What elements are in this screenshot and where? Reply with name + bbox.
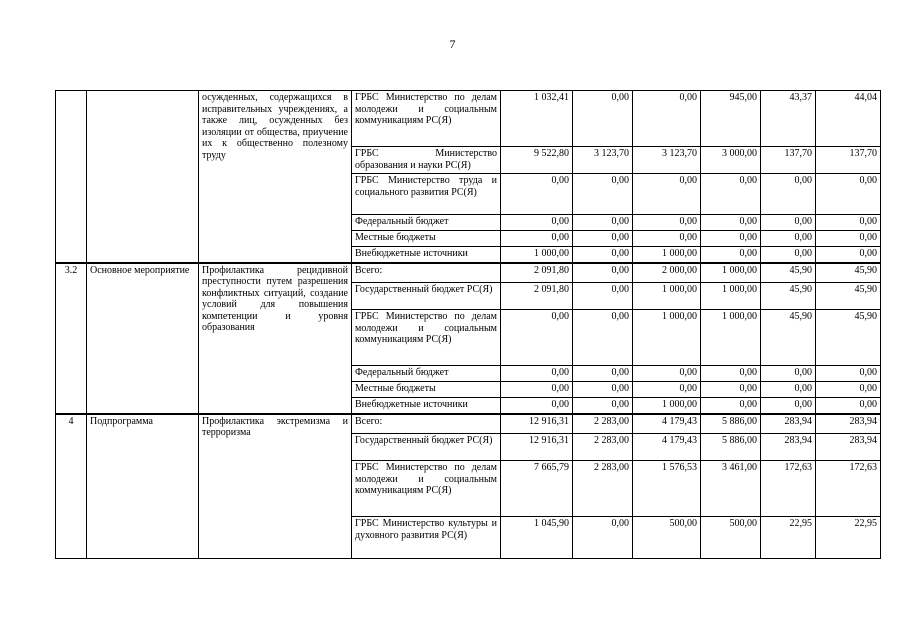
amount-cell: 283,94 (761, 434, 816, 461)
amount-cell: 0,00 (573, 247, 633, 263)
table-row (56, 91, 881, 147)
amount-cell: 0,00 (501, 215, 573, 231)
amount-cell: 0,00 (501, 382, 573, 398)
amount-cell: 1 000,00 (701, 310, 761, 366)
amount-cell: 0,00 (701, 174, 761, 215)
amount-cell: 0,00 (573, 310, 633, 366)
funding-source: Местные бюджеты (352, 231, 501, 247)
row-description: осужденных, содержащихся в исправительных учреждениях, а также лиц, осужденных без изоляции от общества, приучение их к общественно полезному труду (199, 91, 352, 263)
funding-source: Государственный бюджет РС(Я) (352, 283, 501, 310)
amount-cell: 0,00 (761, 382, 816, 398)
amount-cell: 3 000,00 (701, 147, 761, 174)
amount-cell: 1 032,41 (501, 91, 573, 147)
amount-cell: 0,00 (573, 366, 633, 382)
amount-cell: 0,00 (701, 398, 761, 414)
amount-cell: 2 283,00 (573, 414, 633, 434)
amount-cell: 0,00 (816, 398, 881, 414)
amount-cell: 12 916,31 (501, 434, 573, 461)
funding-source: Государственный бюджет РС(Я) (352, 434, 501, 461)
amount-cell: 0,00 (573, 215, 633, 231)
amount-cell: 0,00 (701, 215, 761, 231)
amount-cell: 0,00 (633, 231, 701, 247)
funding-source: Федеральный бюджет (352, 366, 501, 382)
amount-cell: 0,00 (816, 247, 881, 263)
amount-cell: 4 179,43 (633, 414, 701, 434)
amount-cell: 22,95 (761, 517, 816, 559)
amount-cell: 1 000,00 (701, 283, 761, 310)
amount-cell: 0,00 (633, 382, 701, 398)
row-type: Основное мероприятие (87, 263, 199, 414)
amount-cell: 0,00 (573, 283, 633, 310)
amount-cell: 1 000,00 (501, 247, 573, 263)
amount-cell: 0,00 (633, 174, 701, 215)
funding-source: Всего: (352, 263, 501, 283)
amount-cell: 45,90 (816, 283, 881, 310)
amount-cell: 1 000,00 (633, 310, 701, 366)
amount-cell: 0,00 (701, 382, 761, 398)
amount-cell: 12 916,31 (501, 414, 573, 434)
amount-cell: 0,00 (573, 231, 633, 247)
amount-cell: 0,00 (816, 174, 881, 215)
amount-cell: 500,00 (633, 517, 701, 559)
funding-source: Всего: (352, 414, 501, 434)
amount-cell: 2 000,00 (633, 263, 701, 283)
funding-source: ГРБС Министерство образования и науки РС(Я) (352, 147, 501, 174)
amount-cell: 0,00 (633, 91, 701, 147)
amount-cell: 945,00 (701, 91, 761, 147)
amount-cell: 0,00 (573, 263, 633, 283)
amount-cell: 0,00 (761, 174, 816, 215)
amount-cell: 45,90 (816, 310, 881, 366)
amount-cell: 3 123,70 (573, 147, 633, 174)
amount-cell: 500,00 (701, 517, 761, 559)
amount-cell: 2 283,00 (573, 434, 633, 461)
amount-cell: 45,90 (761, 263, 816, 283)
funding-source: ГРБС Министерство по делам молодежи и социальным коммуникациям РС(Я) (352, 310, 501, 366)
amount-cell: 1 000,00 (633, 247, 701, 263)
amount-cell: 0,00 (501, 398, 573, 414)
amount-cell: 172,63 (761, 461, 816, 517)
amount-cell: 1 576,53 (633, 461, 701, 517)
amount-cell: 0,00 (761, 215, 816, 231)
amount-cell: 45,90 (761, 283, 816, 310)
funding-source: Внебюджетные источники (352, 247, 501, 263)
amount-cell: 0,00 (816, 382, 881, 398)
amount-cell: 137,70 (816, 147, 881, 174)
amount-cell: 4 179,43 (633, 434, 701, 461)
amount-cell: 43,37 (761, 91, 816, 147)
row-number: 3.2 (56, 263, 87, 414)
amount-cell: 0,00 (701, 247, 761, 263)
row-type (87, 91, 199, 263)
amount-cell: 283,94 (816, 434, 881, 461)
amount-cell: 22,95 (816, 517, 881, 559)
funding-source: Местные бюджеты (352, 382, 501, 398)
amount-cell: 2 091,80 (501, 263, 573, 283)
amount-cell: 5 886,00 (701, 414, 761, 434)
amount-cell: 0,00 (701, 366, 761, 382)
amount-cell: 5 886,00 (701, 434, 761, 461)
funding-source: ГРБС Министерство по делам молодежи и социальным коммуникациям РС(Я) (352, 461, 501, 517)
amount-cell: 283,94 (761, 414, 816, 434)
amount-cell: 0,00 (573, 174, 633, 215)
funding-source: ГРБС Министерство культуры и духовного развития РС(Я) (352, 517, 501, 559)
amount-cell: 0,00 (573, 91, 633, 147)
amount-cell: 172,63 (816, 461, 881, 517)
amount-cell: 0,00 (501, 231, 573, 247)
amount-cell: 1 000,00 (701, 263, 761, 283)
amount-cell: 45,90 (816, 263, 881, 283)
amount-cell: 0,00 (501, 174, 573, 215)
amount-cell: 1 000,00 (633, 398, 701, 414)
funding-source: ГРБС Министерство по делам молодежи и социальным коммуникациям РС(Я) (352, 91, 501, 147)
amount-cell: 0,00 (633, 215, 701, 231)
amount-cell: 3 461,00 (701, 461, 761, 517)
amount-cell: 0,00 (701, 231, 761, 247)
amount-cell: 0,00 (761, 231, 816, 247)
amount-cell: 2 091,80 (501, 283, 573, 310)
page-number: 7 (449, 37, 456, 51)
row-description: Профилактика экстремизма и терроризма (199, 414, 352, 559)
amount-cell: 45,90 (761, 310, 816, 366)
table-row (56, 414, 881, 434)
amount-cell: 283,94 (816, 414, 881, 434)
funding-source: Внебюджетные источники (352, 398, 501, 414)
amount-cell: 0,00 (761, 398, 816, 414)
row-type: Подпрограмма (87, 414, 199, 559)
amount-cell: 1 045,90 (501, 517, 573, 559)
funding-source: ГРБС Министерство труда и социального развития РС(Я) (352, 174, 501, 215)
amount-cell: 0,00 (573, 517, 633, 559)
funding-source: Федеральный бюджет (352, 215, 501, 231)
amount-cell: 0,00 (501, 366, 573, 382)
amount-cell: 0,00 (573, 382, 633, 398)
row-description: Профилактика рецидивной преступности путем разрешения конфликтных ситуаций, создание условий для повышения компетенции и уровня образования (199, 263, 352, 414)
amount-cell: 0,00 (816, 215, 881, 231)
amount-cell: 0,00 (761, 247, 816, 263)
row-number: 4 (56, 414, 87, 559)
amount-cell: 137,70 (761, 147, 816, 174)
amount-cell: 2 283,00 (573, 461, 633, 517)
amount-cell: 0,00 (816, 231, 881, 247)
amount-cell: 44,04 (816, 91, 881, 147)
amount-cell: 0,00 (633, 366, 701, 382)
amount-cell: 9 522,80 (501, 147, 573, 174)
amount-cell: 0,00 (573, 398, 633, 414)
amount-cell: 3 123,70 (633, 147, 701, 174)
amount-cell: 1 000,00 (633, 283, 701, 310)
amount-cell: 0,00 (501, 310, 573, 366)
amount-cell: 0,00 (761, 366, 816, 382)
row-number (56, 91, 87, 263)
amount-cell: 0,00 (816, 366, 881, 382)
budget-table (55, 90, 881, 559)
amount-cell: 7 665,79 (501, 461, 573, 517)
table-row (56, 263, 881, 283)
